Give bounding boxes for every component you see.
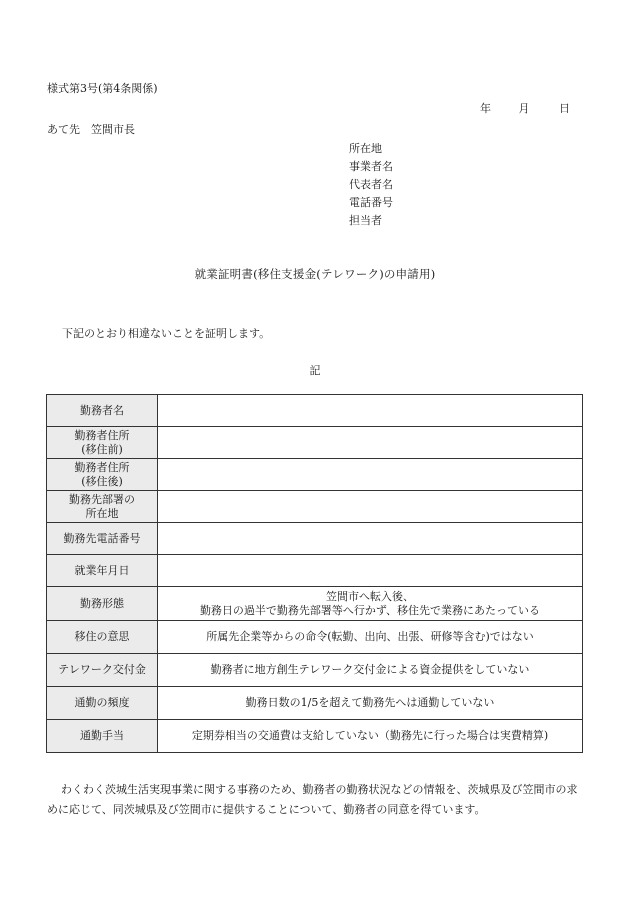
table-row xyxy=(47,555,583,587)
row-value-work-style xyxy=(158,587,583,621)
addressee: あて先 笠間市長 xyxy=(47,123,135,136)
certificate-table xyxy=(46,394,583,753)
value-line: 勤務日数の1/5を超えて勤務先へは通勤していない xyxy=(245,696,495,709)
row-value-address-after[interactable] xyxy=(158,459,583,491)
row-value-dept-location[interactable] xyxy=(158,491,583,523)
row-label-phone xyxy=(47,523,158,555)
table-row xyxy=(47,459,583,491)
label-line: 勤務先電話番号 xyxy=(63,531,141,545)
label-line: 通勤の頻度 xyxy=(74,696,130,709)
value-line: 勤務日の過半で勤務先部署等へ行かず、移住先で業務にあたっている xyxy=(199,603,541,617)
table-row xyxy=(47,654,583,687)
label-line: 勤務者住所 xyxy=(74,460,130,474)
row-value-address-before[interactable] xyxy=(158,427,583,459)
row-label-employment-date xyxy=(47,555,158,587)
employer-field-phone: 電話番号 xyxy=(349,196,393,209)
label-line: 勤務者住所 xyxy=(74,428,130,442)
employer-field-location: 所在地 xyxy=(349,142,382,155)
label-line: 勤務形態 xyxy=(80,596,124,610)
date-year: 年 xyxy=(480,102,491,115)
table-row xyxy=(47,621,583,654)
label-line: 就業年月日 xyxy=(74,563,130,577)
table-row xyxy=(47,720,583,753)
row-value-worker-name[interactable] xyxy=(158,395,583,427)
row-label-address-after xyxy=(47,459,158,491)
row-value-commute-allowance xyxy=(158,720,583,753)
label-line: (移住後) xyxy=(81,474,123,488)
date-day: 日 xyxy=(559,102,570,115)
table-row xyxy=(47,687,583,720)
table-row xyxy=(47,395,583,427)
row-label-work-style xyxy=(47,587,158,621)
value-line: 勤務者に地方創生テレワーク交付金による資金提供をしていない xyxy=(210,663,530,676)
row-label-address-before xyxy=(47,427,158,459)
row-value-phone[interactable] xyxy=(158,523,583,555)
value-line: 所属先企業等からの命令(転勤、出向、出張、研修等含む)ではない xyxy=(206,630,534,643)
row-label-dept-location xyxy=(47,491,158,523)
label-line: 勤務者名 xyxy=(80,403,124,417)
label-line: テレワーク交付金 xyxy=(58,663,146,676)
employer-field-contact: 担当者 xyxy=(349,214,382,227)
value-line: 笠間市へ転入後、 xyxy=(326,589,414,603)
employer-block xyxy=(349,140,393,230)
row-value-commute-frequency xyxy=(158,687,583,720)
row-label-commute-frequency xyxy=(47,687,158,720)
form-number: 様式第3号(第4条関係) xyxy=(47,82,158,95)
label-line: (移住前) xyxy=(81,442,123,456)
consent-paragraph: わくわく茨城生活実現事業に関する事務のため、勤務者の勤務状況などの情報を、茨城県及び笠間市の求めに応じて、同茨城県及び笠間市に提供することについて、勤務者の同意を得ています。 xyxy=(47,783,578,816)
date-month: 月 xyxy=(518,102,530,115)
row-value-employment-date[interactable] xyxy=(158,555,583,587)
date-line xyxy=(480,100,570,116)
row-label-worker-name xyxy=(47,395,158,427)
row-value-telework-grant xyxy=(158,654,583,687)
ki-heading: 記 xyxy=(309,364,321,377)
employer-field-representative: 代表者名 xyxy=(349,178,393,191)
row-label-commute-allowance xyxy=(47,720,158,753)
document-title xyxy=(0,266,630,282)
table-row xyxy=(47,491,583,523)
label-line: 勤務先部署の xyxy=(69,492,135,506)
table-row xyxy=(47,523,583,555)
certification-statement: 下記のとおり相違ないことを証明します。 xyxy=(62,327,271,340)
row-label-relocation-intent xyxy=(47,621,158,654)
row-label-telework-grant xyxy=(47,654,158,687)
label-line: 移住の意思 xyxy=(74,630,130,643)
row-value-relocation-intent xyxy=(158,621,583,654)
label-line: 通勤手当 xyxy=(80,729,124,742)
table-row xyxy=(47,587,583,621)
value-line: 定期券相当の交通費は支給していない（勤務先に行った場合は実費精算) xyxy=(191,729,549,742)
employer-field-name: 事業者名 xyxy=(349,160,393,173)
document-title-text: 就業証明書(移住支援金(テレワーク)の申請用) xyxy=(194,267,436,281)
label-line: 所在地 xyxy=(85,506,119,520)
table-row xyxy=(47,427,583,459)
